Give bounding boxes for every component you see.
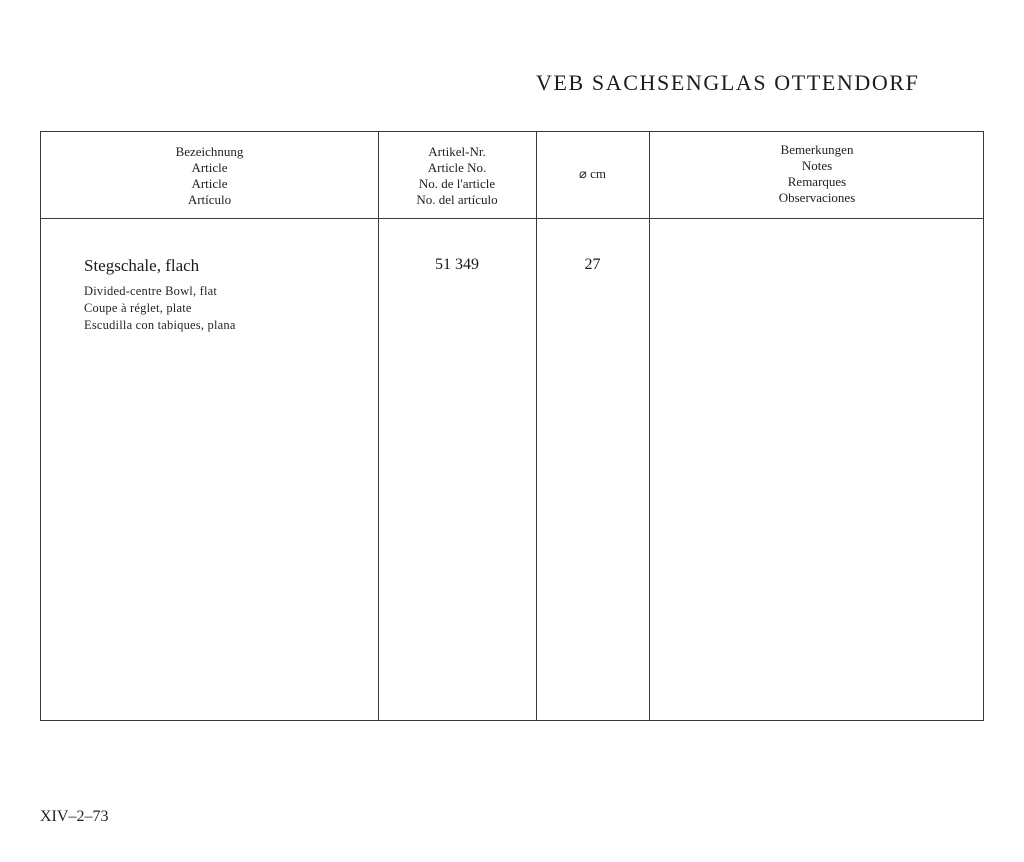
header-divider [41, 218, 983, 219]
header-article-no-es: No. del artículo [416, 192, 498, 207]
item-translations [84, 283, 236, 334]
header-remarks-de: Bemerkungen [780, 142, 854, 157]
header-designation [41, 144, 378, 208]
item-name: Stegschale, flach [84, 256, 200, 275]
header-article-no-fr: No. de l'article [418, 176, 496, 191]
column-divider [378, 132, 379, 720]
header-remarks-es: Observaciones [778, 190, 856, 205]
header-designation-es: Artículo [187, 192, 232, 207]
item-translation-es: Escudilla con tabiques, plana [84, 318, 236, 332]
header-remarks-en: Notes [801, 158, 833, 173]
header-designation-de: Bezeichnung [175, 144, 244, 159]
header-article-no-de: Artikel-Nr. [428, 144, 486, 159]
header-remarks-fr: Remarques [787, 174, 847, 189]
item-translation-en: Divided-centre Bowl, flat [84, 284, 218, 298]
column-divider [649, 132, 650, 720]
header-designation-en: Article [191, 160, 228, 175]
header-remarks [649, 142, 985, 206]
header-diameter [536, 166, 649, 182]
header-article-no-en: Article No. [427, 160, 487, 175]
header-article-no [378, 144, 536, 208]
company-name: VEB SACHSENGLAS OTTENDORF [536, 70, 920, 95]
page-code: XIV–2–73 [40, 808, 109, 825]
header-designation-fr: Article [191, 176, 228, 191]
column-divider [536, 132, 537, 720]
article-table [40, 131, 984, 721]
header-diameter-label: ⌀ cm [579, 166, 606, 181]
item-article-no: 51 349 [435, 256, 479, 273]
item-diameter: 27 [584, 256, 601, 273]
item-translation-fr: Coupe à réglet, plate [84, 301, 192, 315]
